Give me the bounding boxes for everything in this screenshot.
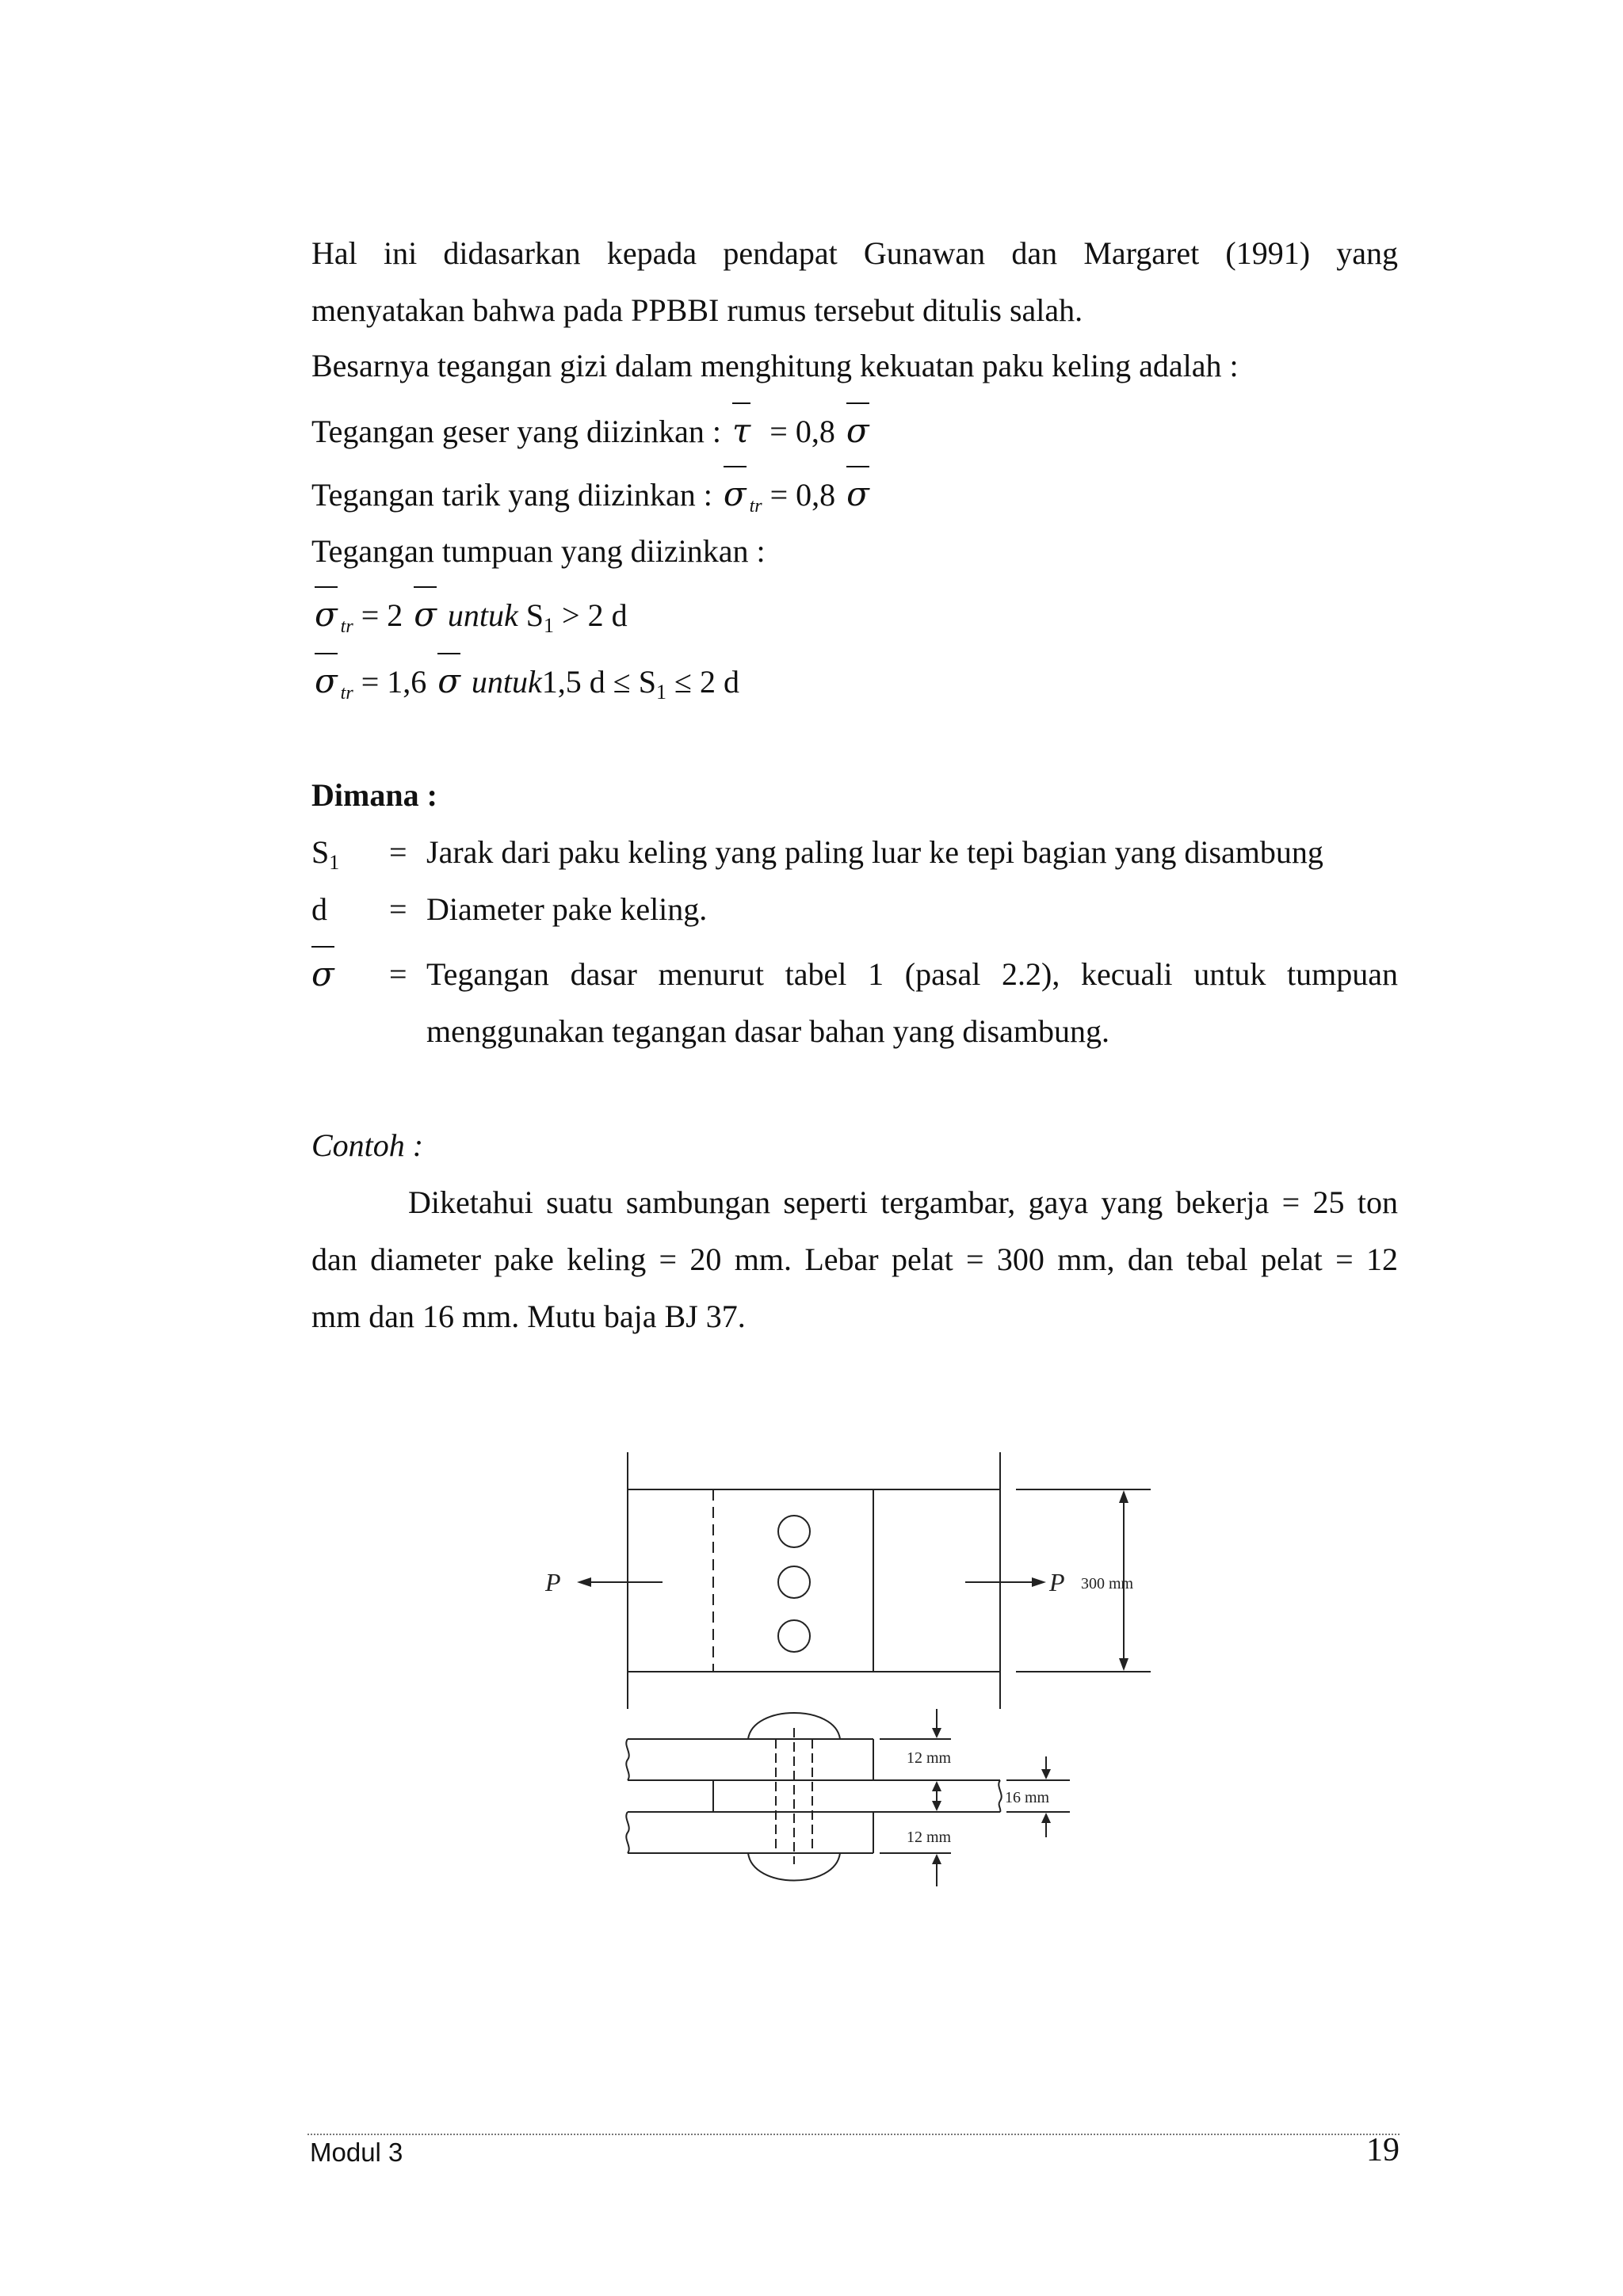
s-symbol: S — [525, 597, 544, 633]
footer-divider — [307, 2134, 1400, 2135]
definitions-heading: Dimana : — [311, 777, 437, 813]
page-number: 19 — [1366, 2132, 1400, 2168]
shear-formula — [311, 409, 1398, 454]
s-symbol: S — [311, 834, 330, 870]
definition-equals: = — [389, 956, 407, 992]
paragraph-line: menyatakan bahwa pada PPBBI rumus tersebut ditulis salah. — [311, 292, 1083, 328]
bearing1-value: = 2 — [361, 597, 403, 633]
shear-label: Tegangan geser yang diizinkan : — [311, 414, 722, 449]
sigma-symbol: σ — [311, 593, 341, 637]
subscript: tr — [340, 616, 353, 637]
riveted-joint-figure — [531, 1446, 1173, 1921]
definition-text: Jarak dari paku keling yang paling luar ke tepi bagian yang disambung — [426, 834, 1323, 870]
sigma-symbol: σ — [411, 593, 440, 637]
force-label-left: P — [545, 1568, 561, 1596]
untuk-word: untuk — [471, 664, 542, 700]
arrowhead — [932, 1728, 941, 1738]
example-heading: Contoh : — [311, 1127, 424, 1163]
definition-text-continued: menggunakan tegangan dasar bahan yang disambung. — [426, 1013, 1109, 1049]
joint-drawing — [531, 1446, 1173, 1921]
definition-equals: = — [389, 891, 407, 927]
force-label-right: P — [1049, 1568, 1065, 1596]
definition-text: Diameter pake keling. — [426, 891, 708, 927]
break-line — [626, 1739, 628, 1780]
arrowhead — [932, 1781, 941, 1791]
rivet-hole — [778, 1516, 810, 1547]
definition-symbol — [308, 952, 338, 997]
sigma-symbol: σ — [308, 952, 338, 997]
break-line — [626, 1812, 628, 1853]
definition-symbol: d — [311, 891, 327, 927]
top-plate-thickness-label: 12 mm — [907, 1749, 952, 1767]
bearing-formula-1 — [311, 593, 1398, 649]
bearing-formula-2 — [311, 659, 1398, 715]
width-dimension-label: 300 mm — [1081, 1575, 1134, 1592]
subscript: tr — [340, 683, 353, 704]
arrowhead — [1041, 1769, 1051, 1779]
footer-module: Modul 3 — [310, 2138, 403, 2167]
arrowhead — [1119, 1658, 1128, 1671]
sigma-symbol: σ — [434, 659, 464, 704]
example-line: mm dan 16 mm. Mutu baja BJ 37. — [311, 1299, 746, 1334]
arrowhead — [932, 1801, 941, 1811]
arrowhead — [1041, 1813, 1051, 1823]
rivet-hole — [778, 1620, 810, 1652]
subscript: 1 — [329, 851, 340, 874]
rivet-hole — [778, 1566, 810, 1598]
definition-text: Tegangan dasar menurut tabel 1 (pasal 2.2), kecuali untuk tumpuan — [426, 956, 1398, 992]
bearing2-pre: 1,5 d ≤ S — [541, 664, 656, 700]
middle-plate-thickness-label: 16 mm — [1005, 1789, 1050, 1806]
tension-formula — [311, 472, 1398, 528]
subscript: tr — [749, 496, 762, 517]
sigma-symbol: σ — [311, 659, 341, 704]
tension-value: = 0,8 — [769, 477, 836, 513]
break-line — [999, 1780, 1001, 1812]
subscript: 1 — [544, 614, 555, 637]
arrowhead — [577, 1577, 591, 1587]
bearing2-condition: ≤ 2 d — [674, 664, 739, 700]
arrowhead — [1119, 1490, 1128, 1503]
sigma-symbol: σ — [843, 472, 873, 517]
intro-line: Besarnya tegangan gizi dalam menghitung kekuatan paku keling adalah : — [311, 348, 1239, 383]
subscript: 1 — [656, 681, 666, 704]
shear-value: = 0,8 — [769, 414, 835, 449]
tau-symbol: τ — [729, 409, 754, 453]
sigma-symbol: σ — [843, 409, 873, 453]
arrowhead — [1032, 1577, 1046, 1587]
untuk-word: untuk — [447, 597, 518, 633]
bearing2-value: = 1,6 — [361, 664, 427, 700]
arrowhead — [932, 1854, 941, 1864]
bottom-plate-thickness-label: 12 mm — [907, 1829, 952, 1846]
bearing1-condition: > 2 d — [562, 597, 628, 633]
bearing-label: Tegangan tumpuan yang diizinkan : — [311, 533, 766, 569]
definition-symbol — [311, 830, 339, 885]
example-line: dan diameter pake keling = 20 mm. Lebar pelat = 300 mm, dan tebal pelat = 12 — [311, 1241, 1398, 1277]
tension-label: Tegangan tarik yang diizinkan : — [311, 477, 712, 513]
paragraph-line: Hal ini didasarkan kepada pendapat Gunawan dan Margaret (1991) yang — [311, 235, 1398, 271]
sigma-symbol: σ — [720, 472, 750, 517]
example-line: Diketahui suatu sambungan seperti tergambar, gaya yang bekerja = 25 ton — [408, 1184, 1398, 1220]
definition-equals: = — [389, 834, 407, 870]
